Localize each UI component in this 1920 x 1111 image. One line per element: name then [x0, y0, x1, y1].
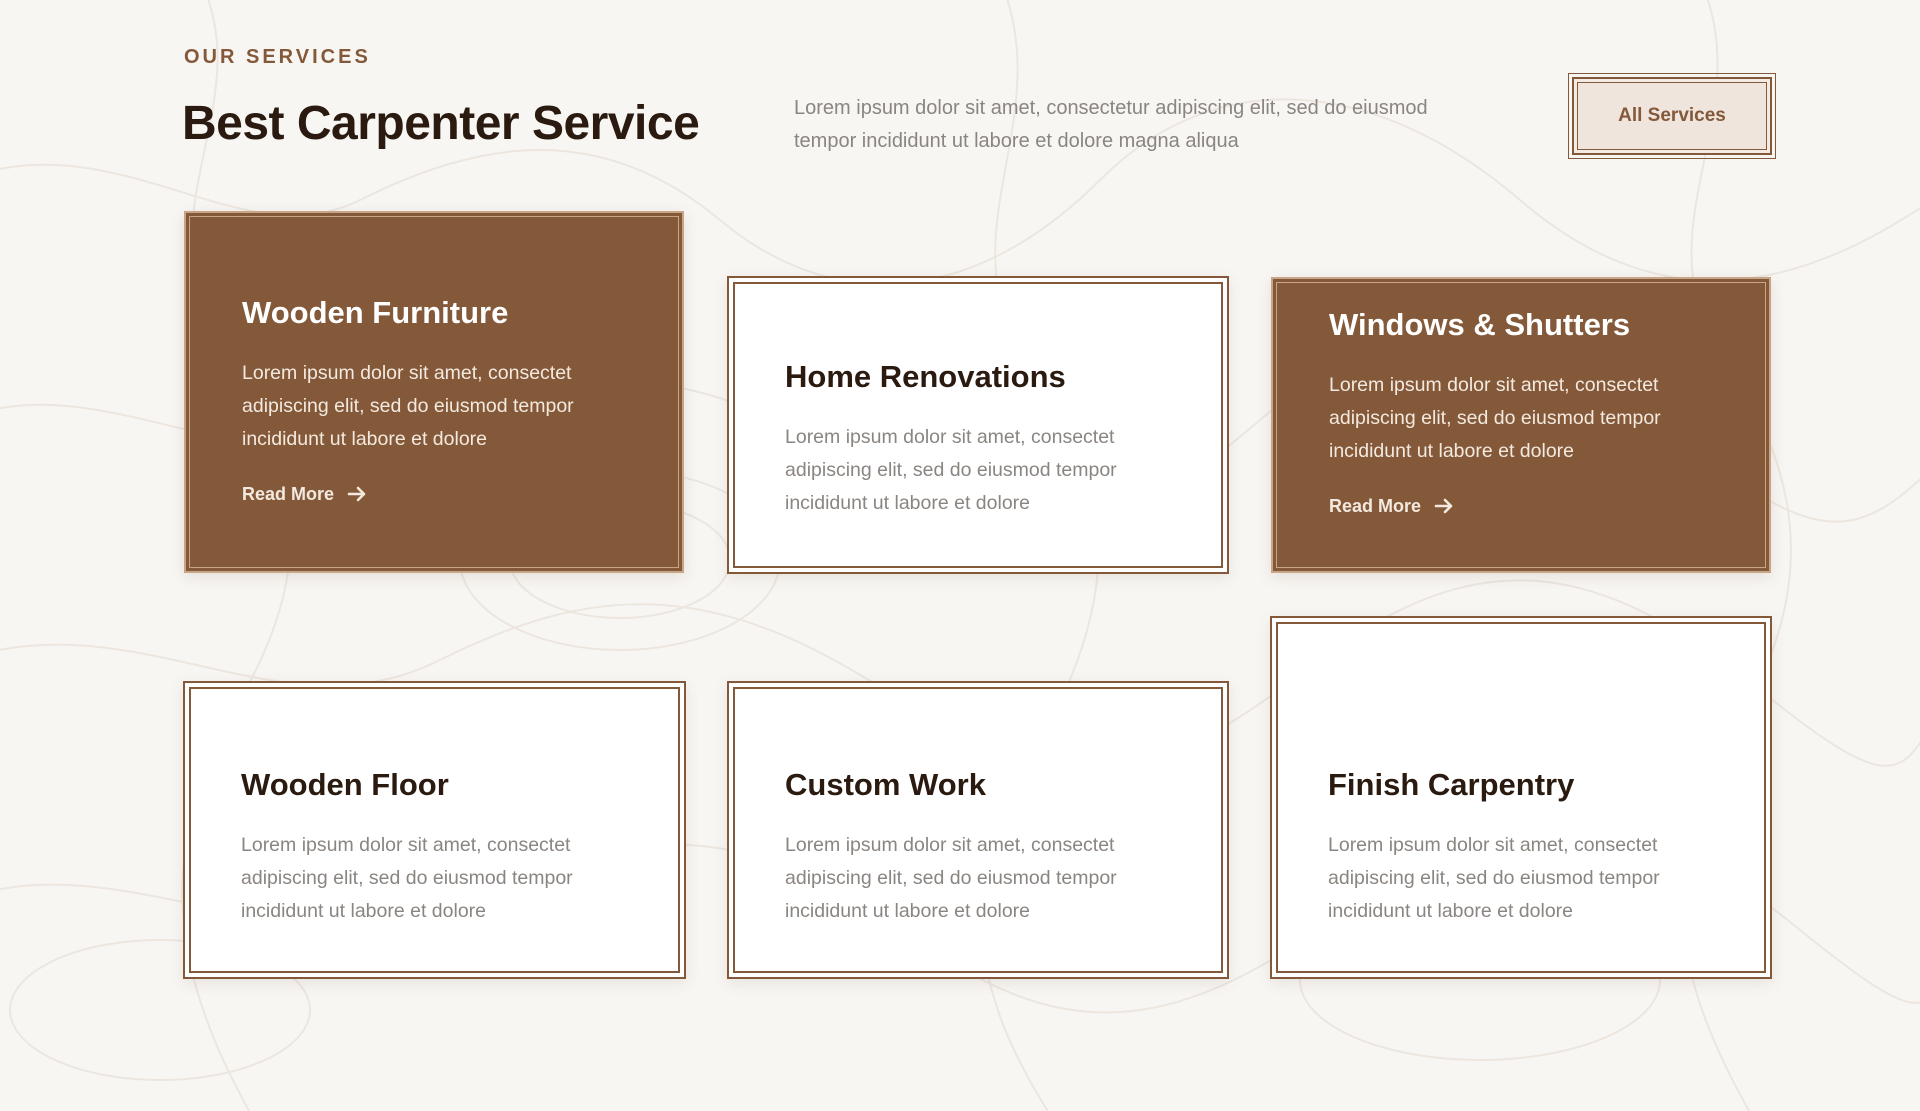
card-description: Lorem ipsum dolor sit amet, consectet adipiscing elit, sed do eiusmod tempor incididunt ut labore et dolore — [785, 426, 1117, 514]
card-description: Lorem ipsum dolor sit amet, consectet adipiscing elit, sed do eiusmod tempor incididunt ut labore et dolore — [242, 362, 574, 450]
read-more-link[interactable] — [1329, 495, 1455, 517]
card-description: Lorem ipsum dolor sit amet, consectet adipiscing elit, sed do eiusmod tempor incididunt ut labore et dolore — [1328, 834, 1660, 922]
card-title: Wooden Furniture — [242, 295, 509, 330]
service-card-wooden-floor[interactable] — [183, 681, 686, 979]
arrow-right-icon — [1433, 495, 1455, 517]
card-title: Wooden Floor — [241, 767, 449, 802]
section-eyebrow: OUR SERVICES — [184, 46, 371, 68]
service-card-windows-shutters[interactable] — [1271, 277, 1771, 573]
read-more-link[interactable] — [242, 483, 368, 505]
card-title: Home Renovations — [785, 359, 1066, 394]
card-description: Lorem ipsum dolor sit amet, consectet adipiscing elit, sed do eiusmod tempor incididunt ut labore et dolore — [1329, 374, 1661, 462]
all-services-button[interactable]: All Services — [1572, 77, 1772, 155]
section-description: Lorem ipsum dolor sit amet, consectetur adipiscing elit, sed do eiusmod tempor incididunt ut labore et dolore magna aliqua — [794, 97, 1428, 152]
page-title: Best Carpenter Service — [182, 97, 700, 150]
service-card-custom-work[interactable] — [727, 681, 1229, 979]
card-description: Lorem ipsum dolor sit amet, consectet adipiscing elit, sed do eiusmod tempor incididunt ut labore et dolore — [241, 834, 573, 922]
service-card-finish-carpentry[interactable] — [1270, 616, 1772, 979]
service-card-home-renovations[interactable] — [727, 276, 1229, 574]
card-title: Windows & Shutters — [1329, 307, 1631, 342]
arrow-right-icon — [346, 483, 368, 505]
service-card-wooden-furniture[interactable] — [184, 211, 684, 573]
card-description: Lorem ipsum dolor sit amet, consectet adipiscing elit, sed do eiusmod tempor incididunt ut labore et dolore — [785, 834, 1117, 922]
card-title: Finish Carpentry — [1328, 767, 1575, 802]
read-more-label: Read More — [1329, 495, 1422, 516]
read-more-label: Read More — [242, 483, 335, 504]
card-title: Custom Work — [785, 767, 986, 802]
